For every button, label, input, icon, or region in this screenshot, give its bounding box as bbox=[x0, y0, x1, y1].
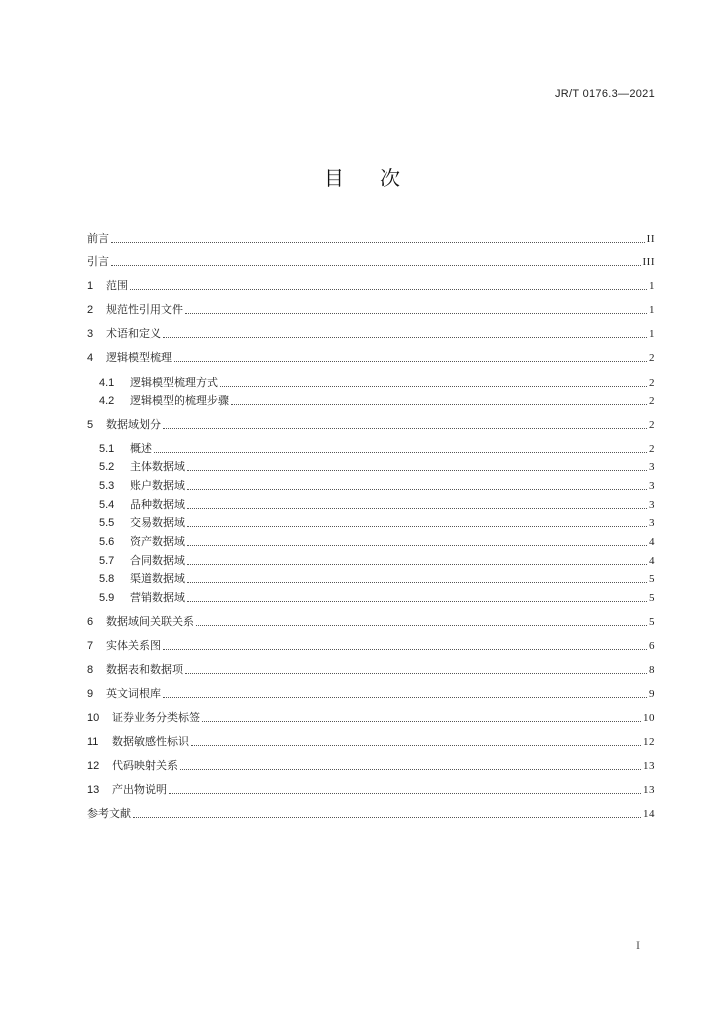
toc-dot-leader bbox=[187, 507, 647, 509]
toc-dot-leader bbox=[163, 696, 647, 698]
toc-entry-number: 5.8 bbox=[99, 573, 115, 585]
toc-entry[interactable] bbox=[99, 436, 655, 456]
toc-entry-page: 6 bbox=[649, 640, 655, 652]
toc-entry-number: 4.2 bbox=[99, 395, 115, 407]
toc-dot-leader bbox=[163, 336, 647, 338]
toc-dot-leader bbox=[180, 768, 641, 770]
toc-entry-page: 2 bbox=[649, 443, 655, 455]
page-number: I bbox=[636, 938, 640, 952]
toc-dot-leader bbox=[130, 288, 647, 290]
toc-entry[interactable] bbox=[99, 529, 655, 549]
document-id: JR/T 0176.3—2021 bbox=[555, 88, 655, 100]
toc-entry[interactable] bbox=[87, 226, 655, 246]
toc-entry-page: 9 bbox=[649, 688, 655, 700]
toc-entry[interactable] bbox=[87, 777, 655, 797]
toc-entry-title: 账户数据域 bbox=[130, 479, 185, 492]
toc-entry[interactable] bbox=[87, 321, 655, 341]
toc-entry-page: 5 bbox=[649, 592, 655, 604]
toc-dot-leader bbox=[231, 403, 647, 405]
toc-entry-number: 10 bbox=[87, 712, 100, 724]
toc-entry-title: 数据域间关联关系 bbox=[106, 615, 194, 628]
toc-entry-number: 7 bbox=[87, 640, 94, 652]
toc-dot-leader bbox=[111, 264, 641, 266]
toc-entry[interactable] bbox=[87, 273, 655, 293]
toc-entry[interactable] bbox=[99, 566, 655, 586]
toc-dot-leader bbox=[187, 525, 647, 527]
page-title: 目次 bbox=[324, 166, 436, 190]
toc-entry-page: 2 bbox=[649, 395, 655, 407]
toc-dot-leader bbox=[202, 720, 641, 722]
toc-entry-number: 3 bbox=[87, 328, 94, 340]
toc-entry-title: 合同数据域 bbox=[130, 554, 185, 567]
toc-entry[interactable] bbox=[87, 633, 655, 653]
toc-entry[interactable] bbox=[99, 492, 655, 512]
toc-entry-page: 2 bbox=[649, 419, 655, 431]
toc-entry[interactable] bbox=[99, 454, 655, 474]
toc-entry-title: 数据域划分 bbox=[106, 418, 161, 431]
toc-entry-page: 1 bbox=[649, 280, 655, 292]
toc-entry-title: 证券业务分类标签 bbox=[112, 711, 200, 724]
toc-entry-title: 产出物说明 bbox=[112, 783, 167, 796]
toc-dot-leader bbox=[187, 581, 647, 583]
toc-entry-page: II bbox=[646, 233, 655, 245]
toc-entry-title: 数据敏感性标识 bbox=[112, 735, 189, 748]
toc-entry-number: 12 bbox=[87, 760, 100, 772]
toc-entry-number: 2 bbox=[87, 304, 94, 316]
toc-entry-page: 3 bbox=[649, 461, 655, 473]
toc-dot-leader bbox=[174, 360, 647, 362]
toc-entry-page: 13 bbox=[643, 784, 655, 796]
toc-entry-title: 交易数据域 bbox=[130, 516, 185, 529]
toc-dot-leader bbox=[187, 600, 647, 602]
toc-entry[interactable] bbox=[99, 388, 655, 408]
toc-entry-title: 前言 bbox=[87, 232, 109, 245]
toc-entry-title: 规范性引用文件 bbox=[106, 303, 183, 316]
toc-entry[interactable] bbox=[99, 585, 655, 605]
toc-entry[interactable] bbox=[87, 657, 655, 677]
toc-entry-number: 5.4 bbox=[99, 499, 115, 511]
toc-entry-number: 1 bbox=[87, 280, 94, 292]
toc-entry-title: 逻辑模型梳理 bbox=[106, 351, 172, 364]
toc-entry-title: 数据表和数据项 bbox=[106, 663, 183, 676]
toc-entry-title: 逻辑模型的梳理步骤 bbox=[130, 394, 229, 407]
toc-dot-leader bbox=[154, 451, 647, 453]
toc-entry-page: 14 bbox=[643, 808, 655, 820]
toc-entry[interactable] bbox=[87, 609, 655, 629]
toc-entry-title: 实体关系图 bbox=[106, 639, 161, 652]
toc-entry-number: 5.1 bbox=[99, 443, 115, 455]
toc-entry-number: 13 bbox=[87, 784, 100, 796]
toc-entry-page: 3 bbox=[649, 480, 655, 492]
toc-entry-title: 引言 bbox=[87, 255, 109, 268]
toc-entry[interactable] bbox=[87, 801, 655, 821]
toc-dot-leader bbox=[185, 672, 647, 674]
toc-entry-title: 逻辑模型梳理方式 bbox=[130, 376, 218, 389]
toc-dot-leader bbox=[187, 469, 647, 471]
toc-dot-leader bbox=[187, 563, 647, 565]
toc-entry[interactable] bbox=[99, 510, 655, 530]
toc-entry-title: 营销数据域 bbox=[130, 591, 185, 604]
toc-entry-title: 范围 bbox=[106, 279, 128, 292]
toc-entry-title: 参考文献 bbox=[87, 807, 131, 820]
toc-entry-number: 5.9 bbox=[99, 592, 115, 604]
toc-entry-page: 2 bbox=[649, 377, 655, 389]
toc-entry-number: 5.6 bbox=[99, 536, 115, 548]
toc-entry-page: 12 bbox=[643, 736, 655, 748]
toc-entry[interactable] bbox=[87, 705, 655, 725]
toc-entry-number: 5.5 bbox=[99, 517, 115, 529]
toc-dot-leader bbox=[185, 312, 647, 314]
toc-entry-title: 主体数据域 bbox=[130, 460, 185, 473]
toc-entry-page: 1 bbox=[649, 328, 655, 340]
toc-entry[interactable] bbox=[99, 473, 655, 493]
toc-entry[interactable] bbox=[87, 729, 655, 749]
toc-entry-number: 8 bbox=[87, 664, 94, 676]
toc-entry-number: 4 bbox=[87, 352, 94, 364]
toc-entry-title: 术语和定义 bbox=[106, 327, 161, 340]
toc-entry-page: 3 bbox=[649, 517, 655, 529]
toc-dot-leader bbox=[163, 427, 647, 429]
toc-entry-title: 渠道数据域 bbox=[130, 572, 185, 585]
toc-entry[interactable] bbox=[99, 548, 655, 568]
toc-entry-number: 5.7 bbox=[99, 555, 115, 567]
toc-entry-page: 1 bbox=[649, 304, 655, 316]
toc-entry[interactable] bbox=[87, 412, 655, 432]
toc-entry[interactable] bbox=[99, 370, 655, 390]
toc-entry[interactable] bbox=[87, 249, 655, 269]
toc-dot-leader bbox=[187, 544, 647, 546]
toc-entry-title: 资产数据域 bbox=[130, 535, 185, 548]
toc-dot-leader bbox=[220, 385, 647, 387]
toc-dot-leader bbox=[196, 624, 647, 626]
toc-entry[interactable] bbox=[87, 297, 655, 317]
toc-entry-title: 英文词根库 bbox=[106, 687, 161, 700]
toc-entry-page: 5 bbox=[649, 573, 655, 585]
toc-dot-leader bbox=[133, 816, 641, 818]
toc-entry-number: 4.1 bbox=[99, 377, 115, 389]
toc-entry-number: 5 bbox=[87, 419, 94, 431]
toc-entry-number: 5.2 bbox=[99, 461, 115, 473]
toc-entry-page: III bbox=[642, 256, 655, 268]
toc-entry-page: 5 bbox=[649, 616, 655, 628]
toc-entry-page: 10 bbox=[643, 712, 655, 724]
toc-dot-leader bbox=[111, 241, 645, 243]
toc-entry-number: 5.3 bbox=[99, 480, 115, 492]
toc-entry-page: 4 bbox=[649, 536, 655, 548]
toc-dot-leader bbox=[169, 792, 641, 794]
toc-entry-number: 9 bbox=[87, 688, 94, 700]
toc-entry[interactable] bbox=[87, 753, 655, 773]
toc-entry-title: 代码映射关系 bbox=[112, 759, 178, 772]
toc-entry-number: 11 bbox=[87, 736, 99, 748]
toc-entry-page: 2 bbox=[649, 352, 655, 364]
toc-entry[interactable] bbox=[87, 345, 655, 365]
toc-entry-page: 13 bbox=[643, 760, 655, 772]
toc-entry[interactable] bbox=[87, 681, 655, 701]
toc-entry-page: 4 bbox=[649, 555, 655, 567]
toc-dot-leader bbox=[191, 744, 641, 746]
toc-dot-leader bbox=[163, 648, 647, 650]
toc-entry-page: 3 bbox=[649, 499, 655, 511]
toc-entry-title: 品种数据域 bbox=[130, 498, 185, 511]
toc-entry-number: 6 bbox=[87, 616, 94, 628]
toc-entry-title: 概述 bbox=[130, 442, 152, 455]
toc-dot-leader bbox=[187, 488, 647, 490]
toc-entry-page: 8 bbox=[649, 664, 655, 676]
